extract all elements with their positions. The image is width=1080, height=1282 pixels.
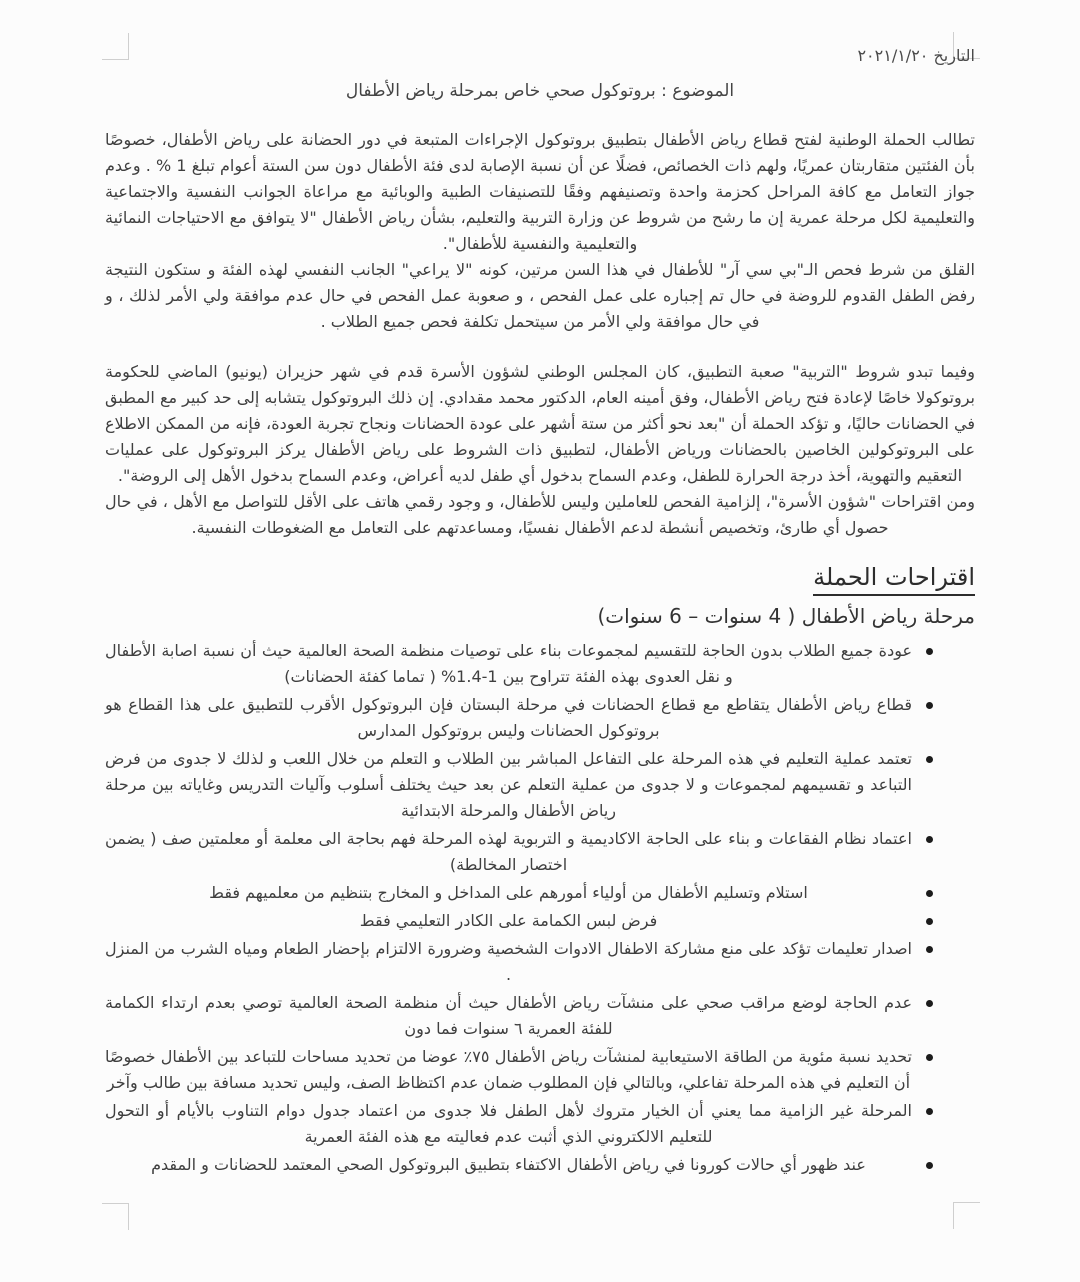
list-item <box>105 692 975 744</box>
list-item <box>105 1044 975 1096</box>
bullet-marker <box>926 1054 933 1061</box>
list-item-text: تعتمد عملية التعليم في هذه المرحلة على التفاعل المباشر بين الطلاب و التعلم من خلال اللعب و لذلك لا جدوى من فرض التباعد و تقسيمهم لمجموعات و لا جدوى من عملية التعلم عن بعد حيث يختلف أسلوب وآليات التدريس وغاياته بين مرحلة رياض الأطفال والمرحلة الابتدائية <box>105 749 912 820</box>
stage-subheading: مرحلة رياض الأطفال ( 4 سنوات – 6 سنوات) <box>597 604 975 628</box>
bullet-marker <box>926 1000 933 1007</box>
paragraph: ومن اقتراحات "شؤون الأسرة"، إلزامية الفحص للعاملين وليس للأطفال، و وجود رقمي هاتف على الأقل للتواصل مع الأهل ، في حال حصول أي طارئ، وتخصيص أنشطة لدعم الأطفال نفسيًا، ومساعدتهم على التعامل مع الضغوطات النفسية. <box>105 492 975 537</box>
list-item <box>105 1098 975 1150</box>
list-item <box>105 638 975 690</box>
list-item-text: عدم الحاجة لوضع مراقب صحي على منشآت رياض الأطفال حيث أن منظمة الصحة العالمية توصي بعدم ارتداء الكمامة للفئة العمرية ٦ سنوات فما دون <box>105 993 912 1038</box>
document-content <box>105 46 975 1180</box>
list-item-text: عودة جميع الطلاب بدون الحاجة للتقسيم لمجموعات بناء على توصيات منظمة الصحة العالمية حيث أن نسبة اصابة الأطفال و نقل العدوى بهذه الفئة تتراوح بين 1-1.4% ( تماما كفئة الحضانات) <box>105 641 912 686</box>
bullet-marker <box>926 702 933 709</box>
bullet-marker <box>926 1108 933 1115</box>
paragraph: تطالب الحملة الوطنية لفتح قطاع رياض الأطفال بتطبيق بروتوكول الإجراءات المتبعة في دور الحضانة على رياض الأطفال، خصوصًا بأن الفئتين متقاربتان عمريًا، ولهم ذات الخصائص، فضلًا عن أن نسبة الإصابة لدى فئة الأطفال دون سن الستة أعوام تبلغ 1 % . وعدم جواز التعامل مع كافة المراحل كحزمة واحدة وتصنيفهم وفقًا للتصنيفات الطبية والوبائية مع مراعاة الجوانب النفسية والاجتماعية والتعليمية لكل مرحلة عمرية إن ما رشح من شروط عن وزارة التربية والتعليم، بشأن رياض الأطفال "لا يتوافق مع الاحتياجات النمائية والتعليمية والنفسية للأطفال". <box>105 130 975 253</box>
paragraph: القلق من شرط فحص الـ"بي سي آر" للأطفال في هذا السن مرتين، كونه "لا يراعي" الجانب النفسي لهذه الفئة و ستكون النتيجة رفض الطفل القدوم للروضة في حال تم إجباره على عمل الفحص ، و صعوبة عمل الفحص في حال عدم موافقة ولي الأمر لذلك ، و في حال موافقة ولي الأمر من سيتحمل تكلفة فحص جميع الطلاب . <box>105 260 975 331</box>
bullet-marker <box>926 890 933 897</box>
bullet-marker <box>926 946 933 953</box>
corner-mark-bottom-left <box>102 1203 129 1230</box>
campaign-suggestions-heading: اقتراحات الحملة <box>813 563 975 596</box>
list-item <box>105 936 975 988</box>
list-item-text: اصدار تعليمات تؤكد على منع مشاركة الاطفال الادوات الشخصية وضرورة الالتزام بإحضار الطعام ومياه الشرب من المنزل . <box>105 939 912 984</box>
corner-mark-bottom-right <box>953 1202 980 1229</box>
bullet-marker <box>926 648 933 655</box>
list-item <box>105 746 975 824</box>
list-item-text: المرحلة غير الزامية مما يعني أن الخيار متروك لأهل الطفل فلا جدوى من اعتماد جدول دوام التناوب بالأيام أو التحول للتعليم الالكتروني الذي أثبت عدم فعاليته مع هذه الفئة العمرية <box>105 1101 912 1146</box>
list-item <box>105 908 975 934</box>
bullet-marker <box>926 918 933 925</box>
date-line: التاريخ ٢٠٢١/١/٢٠ <box>857 46 975 65</box>
list-item-text: قطاع رياض الأطفال يتقاطع مع قطاع الحضانات في مرحلة البستان فإن البروتوكول الأقرب للتطبيق على هذا القطاع هو بروتوكول الحضانات وليس بروتوكول المدارس <box>105 695 912 740</box>
list-item <box>105 990 975 1042</box>
suggestions-list <box>105 638 975 1178</box>
section-heading-wrap <box>105 563 975 596</box>
bullet-marker <box>926 756 933 763</box>
list-item <box>105 826 975 878</box>
list-item-text: عند ظهور أي حالات كورونا في رياض الأطفال الاكتفاء بتطبيق البروتوكول الصحي المعتمد للحضانات و المقدم <box>151 1155 866 1174</box>
paragraph: وفيما تبدو شروط "التربية" صعبة التطبيق، كان المجلس الوطني لشؤون الأسرة قدم في شهر حزيران (يونيو) الماضي للحكومة بروتوكولا خاصًا لإعادة فتح رياض الأطفال، وفق أمينه العام، الدكتور محمد مقدادي. إن ذلك البروتوكول يتشابه إلى حد كبير مع المطبق في الحضانات حاليًا، و تؤكد الحملة أن "بعد نحو أكثر من ستة أشهر على عودة الحضانات ونجاح تجربة العودة، فإنه من الممكن الاطلاع على البروتوكولين الخاصين بالحضانات ورياض الأطفال، لتطبيق ذات الشروط على رياض الأطفال يركز البروتوكول على عمليات التعقيم والتهوية، أخذ درجة الحرارة للطفل، وعدم السماح بدخول أي طفل لديه أعراض، وعدم السماح بدخول الأهل إلى الروضة". <box>105 362 975 485</box>
list-item-text: اعتماد نظام الفقاعات و بناء على الحاجة الاكاديمية و التربوية لهذه المرحلة فهم بحاجة الى معلمة أو معلمتين صف ( يضمن اختصار المخالطة) <box>105 829 912 874</box>
list-item-text: تحديد نسبة مئوية من الطاقة الاستيعابية لمنشآت رياض الأطفال ٧٥٪ عوضا من تحديد مساحات للتباعد بين الأطفال خصوصًا أن التعليم في هذه المرحلة تفاعلي، وبالتالي فإن المطلوب ضمان عدم اكتظاظ الصف، وليس تحديد مسافة بين طالب وآخر <box>105 1047 912 1092</box>
list-item <box>105 880 975 906</box>
bullet-marker <box>926 1162 933 1169</box>
list-item-text: فرض لبس الكمامة على الكادر التعليمي فقط <box>359 911 658 930</box>
list-item-text: استلام وتسليم الأطفال من أولياء أمورهم على المداخل و المخارج بتنظيم من معلميهم فقط <box>209 883 808 902</box>
bullet-marker <box>926 836 933 843</box>
list-item <box>105 1152 975 1178</box>
subject-line: الموضوع : بروتوكول صحي خاص بمرحلة رياض الأطفال <box>345 81 735 101</box>
